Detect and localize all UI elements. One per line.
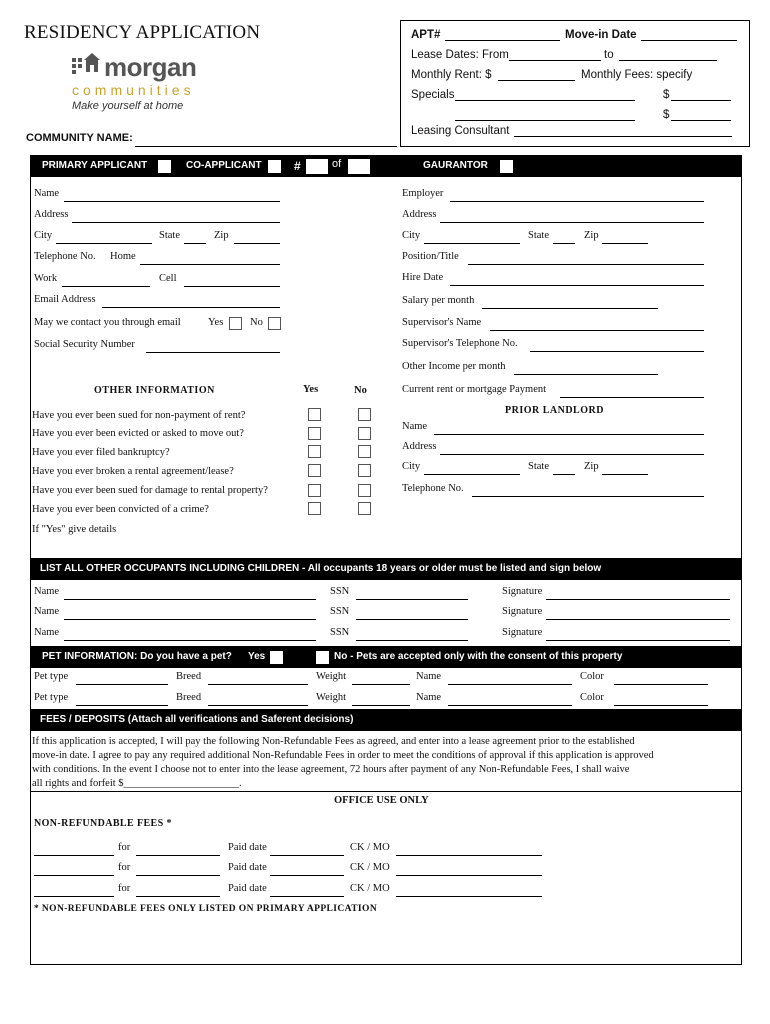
fee-2-for-label: for bbox=[118, 862, 131, 873]
occupants-bar-label: LIST ALL OTHER OCCUPANTS INCLUDING CHILDREN - All occupants 18 years or older must be listed and sign below bbox=[40, 563, 602, 574]
community-name-label: COMMUNITY NAME: bbox=[26, 132, 133, 144]
fee-1-amount-field[interactable] bbox=[34, 855, 114, 856]
landlord-name-field[interactable] bbox=[434, 434, 704, 435]
apt-label: APT# bbox=[411, 29, 441, 41]
question-4-no-checkbox[interactable] bbox=[358, 464, 371, 477]
fees-bar-label: FEES / DEPOSITS (Attach all verifications and Saferent decisions) bbox=[40, 714, 354, 725]
contact-yes-label: Yes bbox=[208, 317, 224, 328]
supervisor-label: Supervisor's Name bbox=[402, 317, 482, 328]
current-rent-field[interactable] bbox=[560, 397, 704, 398]
employer-field[interactable] bbox=[450, 201, 704, 202]
landlord-state-field[interactable] bbox=[553, 474, 575, 475]
lease-info-box bbox=[400, 20, 750, 147]
landlord-address-label: Address bbox=[402, 441, 437, 452]
fee-1-for-label: for bbox=[118, 842, 131, 853]
pet-yes-label: Yes bbox=[248, 651, 266, 662]
fees-label: Monthly Fees: specify bbox=[581, 69, 693, 81]
supervisor-phone-field[interactable] bbox=[530, 351, 704, 352]
fee-3-for-field[interactable] bbox=[136, 896, 220, 897]
pet-2-color-label: Color bbox=[580, 692, 604, 703]
occupant-1-ssn-label: SSN bbox=[330, 586, 350, 597]
telephone-label: Telephone No. bbox=[34, 251, 96, 262]
prior-landlord-heading: PRIOR LANDLORD bbox=[505, 405, 604, 416]
occupant-2-name-field[interactable] bbox=[64, 619, 316, 620]
question-6-yes-checkbox[interactable] bbox=[308, 502, 321, 515]
dollar-sign-2: $ bbox=[663, 109, 670, 121]
question-2-yes-checkbox[interactable] bbox=[308, 427, 321, 440]
occupant-1-signature-label: Signature bbox=[502, 586, 543, 597]
pet-yes-checkbox[interactable] bbox=[270, 651, 283, 664]
pet-1-weight-field[interactable] bbox=[352, 684, 410, 685]
question-5-yes-checkbox[interactable] bbox=[308, 484, 321, 497]
pet-2-type-field[interactable] bbox=[76, 705, 168, 706]
pet-1-color-label: Color bbox=[580, 671, 604, 682]
landlord-telephone-field[interactable] bbox=[472, 496, 704, 497]
rent-label: Monthly Rent: $ bbox=[411, 69, 492, 81]
co-applicant-checkbox[interactable] bbox=[268, 160, 281, 173]
contact-email-label: May we contact you through email bbox=[34, 317, 181, 328]
email-field[interactable] bbox=[102, 307, 280, 308]
email-label: Email Address bbox=[34, 294, 96, 305]
pet-2-color-field[interactable] bbox=[614, 705, 708, 706]
specials-amount-2[interactable] bbox=[671, 120, 731, 121]
movein-label: Move-in Date bbox=[565, 29, 637, 41]
pet-question-label: PET INFORMATION: Do you have a pet? bbox=[42, 651, 232, 662]
state-label: State bbox=[159, 230, 180, 241]
applicant-number-field[interactable] bbox=[306, 159, 328, 174]
employer-state-field[interactable] bbox=[553, 243, 575, 244]
fee-2-for-field[interactable] bbox=[136, 875, 220, 876]
landlord-city-field[interactable] bbox=[424, 474, 520, 475]
landlord-address-field[interactable] bbox=[440, 454, 704, 455]
contact-no-checkbox[interactable] bbox=[268, 317, 281, 330]
employer-zip-label: Zip bbox=[584, 230, 599, 241]
pet-2-name-field[interactable] bbox=[448, 705, 572, 706]
fee-3-for-label: for bbox=[118, 883, 131, 894]
fee-2-ckmo-field[interactable] bbox=[396, 875, 542, 876]
pet-1-breed-label: Breed bbox=[176, 671, 202, 682]
tagline: Make yourself at home bbox=[72, 100, 184, 112]
salary-field[interactable] bbox=[482, 308, 658, 309]
lease-from-field[interactable] bbox=[509, 60, 601, 61]
pet-2-weight-field[interactable] bbox=[352, 705, 410, 706]
fees-footnote: * NON-REFUNDABLE FEES ONLY LISTED ON PRIMARY APPLICATION bbox=[34, 904, 378, 914]
pet-1-breed-field[interactable] bbox=[208, 684, 308, 685]
employer-address-field[interactable] bbox=[440, 222, 704, 223]
applicant-bar bbox=[30, 155, 741, 177]
question-2: Have you ever been evicted or asked to move out? bbox=[32, 428, 244, 439]
landlord-telephone-label: Telephone No. bbox=[402, 483, 464, 494]
question-4: Have you ever broken a rental agreement/lease? bbox=[32, 466, 234, 477]
cell-phone-field[interactable] bbox=[184, 286, 280, 287]
fees-bar bbox=[30, 709, 741, 731]
occupant-2-ssn-field[interactable] bbox=[356, 619, 468, 620]
fee-3-paid-field[interactable] bbox=[270, 896, 344, 897]
other-info-yes-header: Yes bbox=[303, 384, 319, 395]
question-4-yes-checkbox[interactable] bbox=[308, 464, 321, 477]
pet-2-type-label: Pet type bbox=[34, 692, 69, 703]
occupant-2-name-label: Name bbox=[34, 606, 60, 617]
supervisor-field[interactable] bbox=[490, 330, 704, 331]
occupant-1-name-label: Name bbox=[34, 586, 60, 597]
page-title: RESIDENCY APPLICATION bbox=[24, 22, 261, 43]
fee-1-ckmo-label: CK / MO bbox=[350, 842, 390, 853]
question-1-no-checkbox[interactable] bbox=[358, 408, 371, 421]
consultant-field[interactable] bbox=[514, 136, 732, 137]
community-name-field[interactable] bbox=[135, 146, 397, 147]
pet-bar bbox=[30, 646, 741, 668]
cell-label: Cell bbox=[159, 273, 177, 284]
zip-label: Zip bbox=[214, 230, 229, 241]
occupant-1-signature-field[interactable] bbox=[546, 599, 730, 600]
fee-2-amount-field[interactable] bbox=[34, 875, 114, 876]
nonref-heading: NON-REFUNDABLE FEES * bbox=[34, 818, 172, 829]
co-applicant-label: CO-APPLICANT bbox=[186, 160, 262, 171]
applicant-number-label: # bbox=[294, 159, 301, 173]
employer-label: Employer bbox=[402, 188, 444, 199]
rent-field[interactable] bbox=[498, 80, 575, 81]
contact-no-label: No bbox=[250, 317, 263, 328]
question-1-yes-checkbox[interactable] bbox=[308, 408, 321, 421]
fee-3-ckmo-field[interactable] bbox=[396, 896, 542, 897]
salary-label: Salary per month bbox=[402, 295, 475, 306]
fees-paragraph-3: with conditions. In the event I choose not to enter into the lease agreement, 72 hours after payment of any Non-Refundable Fees, I shall waive bbox=[32, 764, 630, 775]
details-label: If "Yes" give details bbox=[32, 524, 117, 535]
logo-brand: morgan bbox=[104, 52, 197, 82]
pet-1-weight-label: Weight bbox=[316, 671, 347, 682]
specials-field-2[interactable] bbox=[455, 120, 635, 121]
occupant-3-ssn-label: SSN bbox=[330, 627, 350, 638]
fee-3-paid-label: Paid date bbox=[228, 883, 267, 894]
question-1: Have you ever been sued for non-payment of rent? bbox=[32, 410, 246, 421]
fee-1-paid-field[interactable] bbox=[270, 855, 344, 856]
occupant-3-name-label: Name bbox=[34, 627, 60, 638]
other-info-no-header: No bbox=[354, 385, 367, 396]
question-6: Have you ever been convicted of a crime? bbox=[32, 504, 209, 515]
of-label: of bbox=[332, 158, 342, 170]
pet-1-name-label: Name bbox=[416, 671, 442, 682]
landlord-name-label: Name bbox=[402, 421, 428, 432]
pet-1-type-label: Pet type bbox=[34, 671, 69, 682]
pet-1-name-field[interactable] bbox=[448, 684, 572, 685]
dollar-sign-1: $ bbox=[663, 89, 670, 101]
address-field[interactable] bbox=[72, 222, 280, 223]
specials-label: Specials bbox=[411, 89, 455, 101]
ssn-field[interactable] bbox=[146, 352, 280, 353]
pet-2-weight-label: Weight bbox=[316, 692, 347, 703]
lease-to-label: to bbox=[604, 49, 614, 61]
office-use-heading: OFFICE USE ONLY bbox=[334, 795, 429, 806]
question-6-no-checkbox[interactable] bbox=[358, 502, 371, 515]
question-2-no-checkbox[interactable] bbox=[358, 427, 371, 440]
other-info-heading: OTHER INFORMATION bbox=[94, 385, 215, 396]
guarantor-label: GAURANTOR bbox=[423, 160, 488, 171]
address-label: Address bbox=[34, 209, 69, 220]
occupant-3-ssn-field[interactable] bbox=[356, 640, 468, 641]
guarantor-checkbox[interactable] bbox=[500, 160, 513, 173]
pet-no-label: No - Pets are accepted only with the consent of this property bbox=[334, 651, 623, 662]
fee-2-paid-field[interactable] bbox=[270, 875, 344, 876]
fee-1-paid-label: Paid date bbox=[228, 842, 267, 853]
hire-date-label: Hire Date bbox=[402, 272, 444, 283]
pet-2-breed-field[interactable] bbox=[208, 705, 308, 706]
hire-date-field[interactable] bbox=[450, 285, 704, 286]
employer-zip-field[interactable] bbox=[602, 243, 648, 244]
occupant-3-signature-label: Signature bbox=[502, 627, 543, 638]
landlord-zip-label: Zip bbox=[584, 461, 599, 472]
contact-yes-checkbox[interactable] bbox=[229, 317, 242, 330]
occupant-1-ssn-field[interactable] bbox=[356, 599, 468, 600]
movein-field[interactable] bbox=[641, 40, 737, 41]
employer-city-field[interactable] bbox=[424, 243, 520, 244]
other-income-field[interactable] bbox=[514, 374, 658, 375]
pet-1-color-field[interactable] bbox=[614, 684, 708, 685]
applicant-total-field[interactable] bbox=[348, 159, 370, 174]
logo-sub: communities bbox=[72, 82, 195, 98]
state-field[interactable] bbox=[184, 243, 206, 244]
fee-2-ckmo-label: CK / MO bbox=[350, 862, 390, 873]
specials-field-1[interactable] bbox=[455, 100, 635, 101]
primary-applicant-checkbox[interactable] bbox=[158, 160, 171, 173]
ssn-label: Social Security Number bbox=[34, 339, 135, 350]
occupant-2-ssn-label: SSN bbox=[330, 606, 350, 617]
landlord-city-label: City bbox=[402, 461, 421, 472]
office-use-divider bbox=[30, 791, 741, 792]
occupant-2-signature-label: Signature bbox=[502, 606, 543, 617]
pet-1-type-field[interactable] bbox=[76, 684, 168, 685]
occupant-2-signature-field[interactable] bbox=[546, 619, 730, 620]
occupant-3-signature-field[interactable] bbox=[546, 640, 730, 641]
employer-state-label: State bbox=[528, 230, 549, 241]
work-phone-field[interactable] bbox=[62, 286, 150, 287]
fee-2-paid-label: Paid date bbox=[228, 862, 267, 873]
fee-3-ckmo-label: CK / MO bbox=[350, 883, 390, 894]
primary-applicant-label: PRIMARY APPLICANT bbox=[42, 160, 148, 171]
question-3-yes-checkbox[interactable] bbox=[308, 445, 321, 458]
home-label: Home bbox=[110, 251, 136, 262]
position-field[interactable] bbox=[468, 264, 704, 265]
fee-1-ckmo-field[interactable] bbox=[396, 855, 542, 856]
question-5-no-checkbox[interactable] bbox=[358, 484, 371, 497]
employer-address-label: Address bbox=[402, 209, 437, 220]
lease-from-label: Lease Dates: From bbox=[411, 49, 509, 61]
occupant-1-name-field[interactable] bbox=[64, 599, 316, 600]
pet-2-breed-label: Breed bbox=[176, 692, 202, 703]
landlord-state-label: State bbox=[528, 461, 549, 472]
current-rent-label: Current rent or mortgage Payment bbox=[402, 384, 547, 395]
specials-amount-1[interactable] bbox=[671, 100, 731, 101]
supervisor-phone-label: Supervisor's Telephone No. bbox=[402, 338, 518, 349]
name-field[interactable] bbox=[64, 201, 280, 202]
fee-1-for-field[interactable] bbox=[136, 855, 220, 856]
pet-no-checkbox[interactable] bbox=[316, 651, 329, 664]
occupant-3-name-field[interactable] bbox=[64, 640, 316, 641]
employer-city-label: City bbox=[402, 230, 421, 241]
question-5: Have you ever been sued for damage to rental property? bbox=[32, 485, 268, 496]
name-label: Name bbox=[34, 188, 60, 199]
landlord-zip-field[interactable] bbox=[602, 474, 648, 475]
consultant-label: Leasing Consultant bbox=[411, 125, 510, 137]
question-3-no-checkbox[interactable] bbox=[358, 445, 371, 458]
zip-field[interactable] bbox=[234, 243, 280, 244]
pet-2-name-label: Name bbox=[416, 692, 442, 703]
position-label: Position/Title bbox=[402, 251, 459, 262]
apt-field[interactable] bbox=[445, 40, 560, 41]
fees-paragraph-1: If this application is accepted, I will pay the following Non-Refundable Fees as agreed, and enter into a lease agreement prior to the established bbox=[32, 736, 635, 747]
question-3: Have you ever filed bankruptcy? bbox=[32, 447, 170, 458]
fees-paragraph-4: all rights and forfeit $______________________. bbox=[32, 778, 242, 789]
city-label: City bbox=[34, 230, 53, 241]
fees-paragraph-2: move-in date. I agree to pay any required additional Non-Refundable Fees in order to meet the conditions of approval if this application is approved bbox=[32, 750, 654, 761]
city-field[interactable] bbox=[56, 243, 152, 244]
fee-3-amount-field[interactable] bbox=[34, 896, 114, 897]
home-phone-field[interactable] bbox=[140, 264, 280, 265]
work-label: Work bbox=[34, 273, 58, 284]
occupants-bar bbox=[30, 558, 741, 580]
other-income-label: Other Income per month bbox=[402, 361, 506, 372]
lease-to-field[interactable] bbox=[619, 60, 717, 61]
